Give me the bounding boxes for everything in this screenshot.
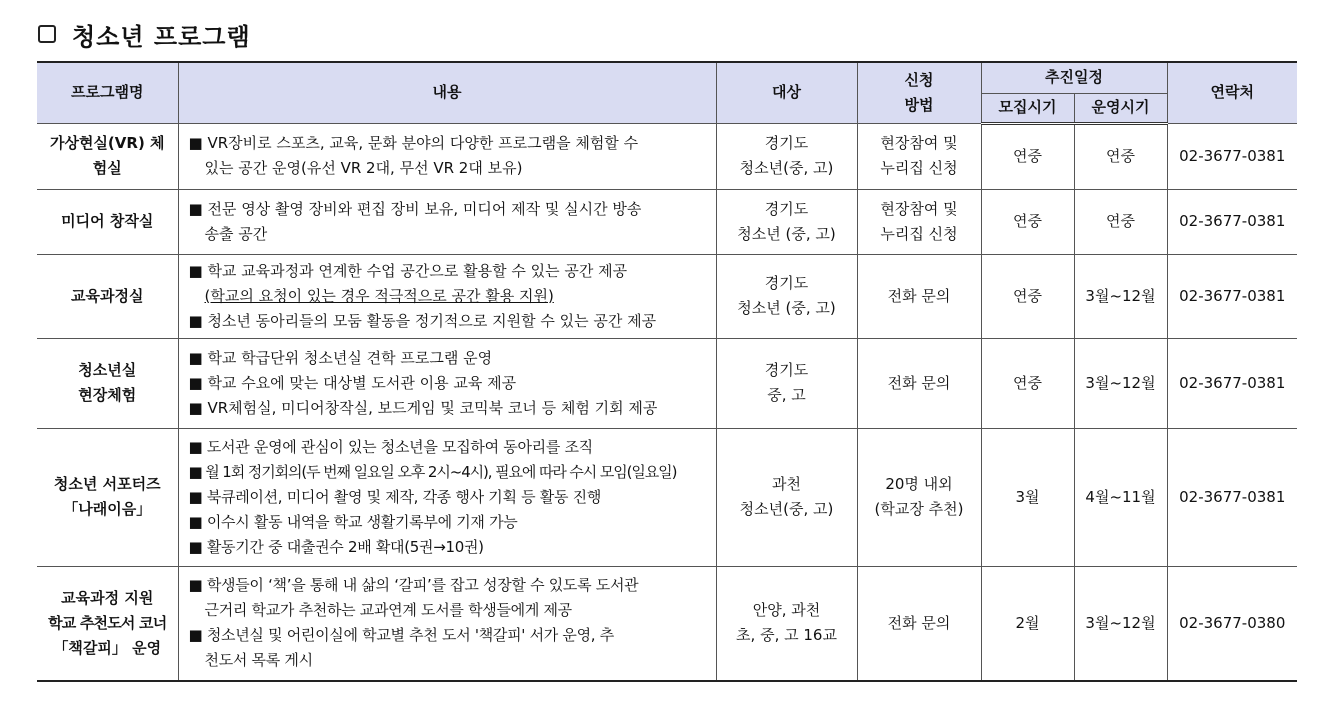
page-title: 청소년 프로그램 bbox=[72, 22, 251, 51]
program-name: 미디어 창작실 bbox=[37, 189, 178, 254]
program-recruit: 3월 bbox=[981, 428, 1074, 566]
program-contact: 02-3677-0381 bbox=[1167, 189, 1297, 254]
header-target: 대상 bbox=[716, 62, 857, 123]
table-row bbox=[37, 338, 1297, 428]
program-content: ■ 학교 학급단위 청소년실 견학 프로그램 운영 ■ 학교 수요에 맞는 대상별 도서관 이용 교육 제공 ■ VR체험실, 미디어창작실, 보드게임 및 코믹북 코너 등 체험 기회 제공 bbox=[178, 338, 716, 428]
program-apply: 20명 내외 (학교장 추천) bbox=[857, 428, 981, 566]
program-content: ■ 학교 교육과정과 연계한 수업 공간으로 활용할 수 있는 공간 제공 (학교의 요청이 있는 경우 적극적으로 공간 활용 지원) ■ 청소년 동아리들의 모둠 활동을 정기적으로 지원할 수 있는 공간 제공 bbox=[178, 254, 716, 338]
program-name: 가상현실(VR) 체 험실 bbox=[37, 123, 178, 189]
program-operate: 연중 bbox=[1074, 189, 1167, 254]
program-content: ■ 도서관 운영에 관심이 있는 청소년을 모집하여 동아리를 조직 ■ 월 1회 정기회의(두 번째 일요일 오후 2시~4시), 필요에 따라 수시 모임(일요일) ■ 북큐레이션, 미디어 촬영 및 제작, 각종 행사 기획 등 활동 진행 ■ 이수시 활동 내역을 학교 생활기록부에 기재 가능 ■ 활동기간 중 대출권수 2배 확대(5권→10권) bbox=[178, 428, 716, 566]
header-apply-line2: 방법 bbox=[904, 95, 934, 114]
header-apply bbox=[857, 62, 981, 123]
program-table bbox=[37, 61, 1297, 682]
header-program: 프로그램명 bbox=[37, 62, 178, 123]
program-target: 경기도 청소년 (중, 고) bbox=[716, 254, 857, 338]
program-name: 청소년 서포터즈 「나래이음」 bbox=[37, 428, 178, 566]
program-recruit: 연중 bbox=[981, 254, 1074, 338]
program-apply: 전화 문의 bbox=[857, 338, 981, 428]
table-row bbox=[37, 123, 1297, 189]
program-target: 과천 청소년(중, 고) bbox=[716, 428, 857, 566]
program-apply: 현장참여 및 누리집 신청 bbox=[857, 123, 981, 189]
program-target: 경기도 중, 고 bbox=[716, 338, 857, 428]
header-operate: 운영시기 bbox=[1074, 93, 1167, 123]
program-apply: 전화 문의 bbox=[857, 254, 981, 338]
table-row bbox=[37, 566, 1297, 681]
table-row bbox=[37, 428, 1297, 566]
program-name: 청소년실 현장체험 bbox=[37, 338, 178, 428]
program-operate: 4월~11월 bbox=[1074, 428, 1167, 566]
header-content: 내용 bbox=[178, 62, 716, 123]
program-recruit: 2월 bbox=[981, 566, 1074, 681]
program-target: 안양, 과천 초, 중, 고 16교 bbox=[716, 566, 857, 681]
program-operate: 연중 bbox=[1074, 123, 1167, 189]
program-recruit: 연중 bbox=[981, 338, 1074, 428]
program-name: 교육과정 지원 학교 추천도서 코너 「책갈피」 운영 bbox=[37, 566, 178, 681]
header-contact: 연락처 bbox=[1167, 62, 1297, 123]
program-content: ■ VR장비로 스포츠, 교육, 문화 분야의 다양한 프로그램을 체험할 수 있는 공간 운영(유선 VR 2대, 무선 VR 2대 보유) bbox=[178, 123, 716, 189]
program-contact: 02-3677-0381 bbox=[1167, 123, 1297, 189]
program-content: ■ 전문 영상 촬영 장비와 편집 장비 보유, 미디어 제작 및 실시간 방송 송출 공간 bbox=[178, 189, 716, 254]
program-recruit: 연중 bbox=[981, 123, 1074, 189]
program-contact: 02-3677-0381 bbox=[1167, 338, 1297, 428]
program-target: 경기도 청소년 (중, 고) bbox=[716, 189, 857, 254]
table-row bbox=[37, 189, 1297, 254]
program-operate: 3월~12월 bbox=[1074, 566, 1167, 681]
program-apply: 전화 문의 bbox=[857, 566, 981, 681]
program-content: ■ 학생들이 ‘책’을 통해 내 삶의 ‘갈피’를 잡고 성장할 수 있도록 도서관 근거리 학교가 추천하는 교과연계 도서를 학생들에게 제공 ■ 청소년실 및 어린이실에 학교별 추천 도서 '책갈피' 서가 운영, 추 천도서 목록 게시 bbox=[178, 566, 716, 681]
program-contact: 02-3677-0380 bbox=[1167, 566, 1297, 681]
table-row bbox=[37, 254, 1297, 338]
program-name: 교육과정실 bbox=[37, 254, 178, 338]
program-apply: 현장참여 및 누리집 신청 bbox=[857, 189, 981, 254]
header-recruit: 모집시기 bbox=[981, 93, 1074, 123]
program-operate: 3월~12월 bbox=[1074, 338, 1167, 428]
program-recruit: 연중 bbox=[981, 189, 1074, 254]
program-contact: 02-3677-0381 bbox=[1167, 428, 1297, 566]
program-target: 경기도 청소년(중, 고) bbox=[716, 123, 857, 189]
title-row bbox=[38, 14, 251, 54]
program-operate: 3월~12월 bbox=[1074, 254, 1167, 338]
header-schedule: 추진일정 bbox=[981, 62, 1167, 93]
header-apply-line1: 신청 bbox=[904, 70, 934, 89]
checkbox-icon bbox=[38, 25, 56, 43]
program-contact: 02-3677-0381 bbox=[1167, 254, 1297, 338]
header-row-1 bbox=[37, 62, 1297, 93]
